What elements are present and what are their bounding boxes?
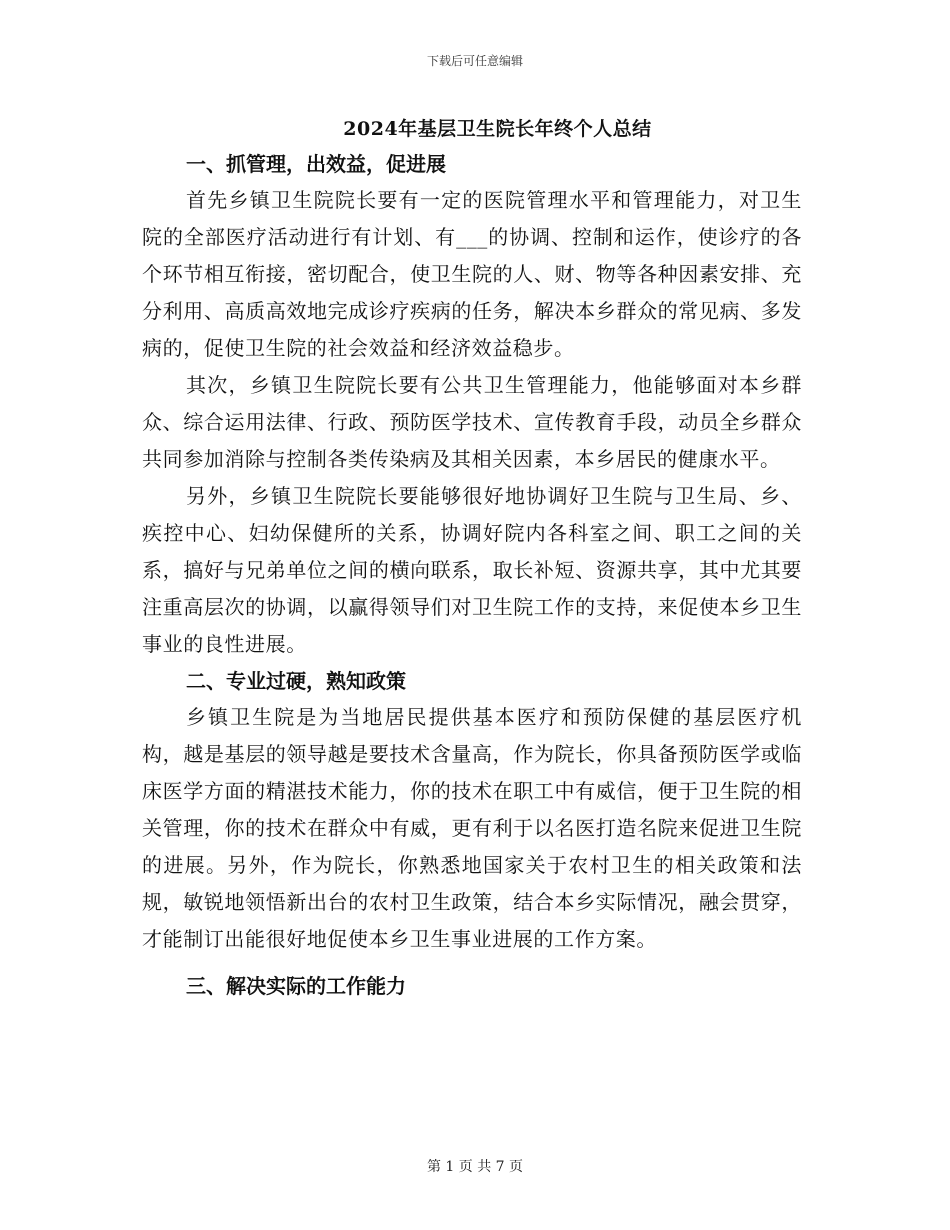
document-title: 2024年基层卫生院长年终个人总结 (343, 118, 652, 140)
page-header-note: 下载后可任意编辑 (426, 54, 523, 68)
section-heading-1: 一、抓管理，出效益，促进展 (186, 152, 446, 176)
section-heading-3: 三、解决实际的工作能力 (186, 974, 406, 998)
section-heading-2: 二、专业过硬，熟知政策 (186, 669, 406, 693)
paragraph: 乡镇卫生院是为当地居民提供基本医疗和预防保健的基层医疗机构，越是基层的领导越是要技术含量高，作为院长，你具备预防医学或临床医学方面的精湛技术能力，你的技术在职工中有威信，便于卫生院的相关管理，你的技术在群众中有威，更有利于以名医打造名院来促进卫生院的进展。另外，作为院长，你熟悉地国家关于农村卫生的相关政策和法规，敏锐地领悟新出台的农村卫生政策，结合本乡实际情况，融会贯穿，才能制订出能很好地促使本乡卫生事业进展的工作方案。 (142, 705, 802, 951)
document-body (142, 146, 802, 1004)
page-number: 第 1 页 共 7 页 (426, 1159, 524, 1175)
paragraph: 其次，乡镇卫生院院长要有公共卫生管理能力，他能够面对本乡群众、综合运用法律、行政、预防医学技术、宣传教育手段，动员全乡群众共同参加消除与控制各类传染病及其相关因素，本乡居民的健康水平。 (142, 373, 802, 471)
paragraph: 首先乡镇卫生院院长要有一定的医院管理水平和管理能力，对卫生院的全部医疗活动进行有计划、有___的协调、控制和运作，使诊疗的各个环节相互衔接，密切配合，使卫生院的人、财、物等各种因素安排、充分利用、高质高效地完成诊疗疾病的任务，解决本乡群众的常见病、多发病的，促使卫生院的社会效益和经济效益稳步。 (142, 188, 802, 360)
paragraph: 另外，乡镇卫生院院长要能够很好地协调好卫生院与卫生局、乡、疾控中心、妇幼保健所的关系，协调好院内各科室之间、职工之间的关系，搞好与兄弟单位之间的横向联系，取长补短、资源共享，其中尤其要注重高层次的协调，以赢得领导们对卫生院工作的支持，来促使本乡卫生事业的良性进展。 (142, 484, 802, 656)
